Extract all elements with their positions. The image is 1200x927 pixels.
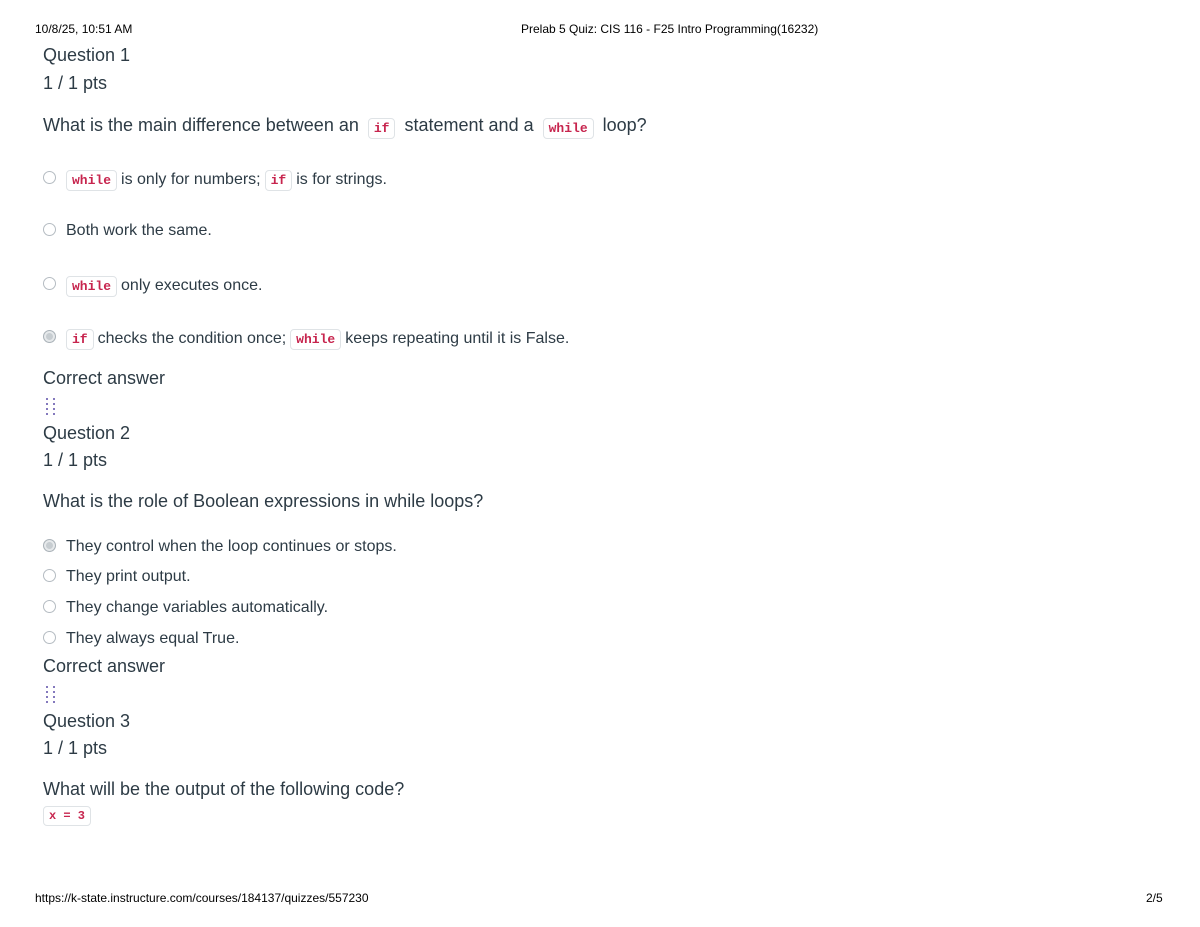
question-1-result: Correct answer bbox=[43, 368, 166, 388]
q2-answer-option-selected[interactable] bbox=[43, 538, 397, 556]
print-page-number: 2/5 bbox=[1146, 891, 1163, 905]
drag-handle-icon[interactable] bbox=[46, 398, 60, 415]
question-2-result: Correct answer bbox=[43, 656, 166, 676]
question-1-points: 1 / 1 pts bbox=[43, 73, 108, 93]
answer-label: only executes once. bbox=[121, 276, 263, 294]
radio-button-selected[interactable] bbox=[43, 539, 56, 552]
question-2-points: 1 / 1 pts bbox=[43, 450, 108, 470]
question-2-heading: Question 2 bbox=[43, 423, 131, 443]
drag-handle-icon[interactable] bbox=[46, 686, 60, 703]
question-3-text: What will be the output of the following code? bbox=[43, 779, 405, 799]
question-2-text: What is the role of Boolean expressions in while loops? bbox=[43, 491, 484, 511]
radio-button[interactable] bbox=[43, 223, 56, 236]
code-while: while bbox=[290, 329, 341, 350]
question-3-heading: Question 3 bbox=[43, 711, 131, 731]
q2-answer-option[interactable] bbox=[43, 568, 191, 586]
print-datetime: 10/8/25, 10:51 AM bbox=[35, 22, 133, 36]
radio-button-selected[interactable] bbox=[43, 330, 56, 343]
q1-answer-option[interactable] bbox=[43, 222, 212, 240]
answer-label: keeps repeating until it is False. bbox=[345, 329, 570, 347]
q1-answer-option[interactable] bbox=[43, 169, 387, 190]
question-1-heading: Question 1 bbox=[43, 45, 131, 65]
code-snippet: x = 3 bbox=[43, 806, 91, 826]
code-if: if bbox=[368, 118, 396, 139]
code-while: while bbox=[66, 276, 117, 297]
radio-button[interactable] bbox=[43, 569, 56, 582]
question-3-points: 1 / 1 pts bbox=[43, 738, 108, 758]
print-url: https://k-state.instructure.com/courses/184137/quizzes/557230 bbox=[35, 891, 369, 905]
question-text-segment: statement and a bbox=[404, 115, 534, 135]
print-page-title: Prelab 5 Quiz: CIS 116 - F25 Intro Programming(16232) bbox=[521, 22, 819, 36]
question-text-segment: What is the main difference between an bbox=[43, 115, 359, 135]
answer-label: They always equal True. bbox=[66, 630, 240, 647]
radio-button[interactable] bbox=[43, 600, 56, 613]
answer-label: Both work the same. bbox=[66, 222, 212, 239]
radio-button[interactable] bbox=[43, 171, 56, 184]
q2-answer-option[interactable] bbox=[43, 599, 328, 617]
radio-button[interactable] bbox=[43, 631, 56, 644]
code-while: while bbox=[66, 170, 117, 191]
answer-label: They print output. bbox=[66, 568, 191, 585]
answer-label: is for strings. bbox=[296, 170, 387, 188]
code-if: if bbox=[265, 170, 293, 191]
answer-label: They control when the loop continues or stops. bbox=[66, 538, 397, 555]
q1-answer-option-selected[interactable] bbox=[43, 328, 569, 349]
question-text-segment: loop? bbox=[602, 115, 647, 135]
answer-label: They change variables automatically. bbox=[66, 599, 329, 616]
radio-button[interactable] bbox=[43, 277, 56, 290]
question-1-text bbox=[43, 115, 647, 136]
answer-label: is only for numbers; bbox=[121, 170, 261, 188]
q1-answer-option[interactable] bbox=[43, 275, 262, 296]
code-while: while bbox=[543, 118, 594, 139]
q2-answer-option[interactable] bbox=[43, 630, 239, 648]
answer-label: checks the condition once; bbox=[97, 329, 287, 347]
code-if: if bbox=[66, 329, 94, 350]
